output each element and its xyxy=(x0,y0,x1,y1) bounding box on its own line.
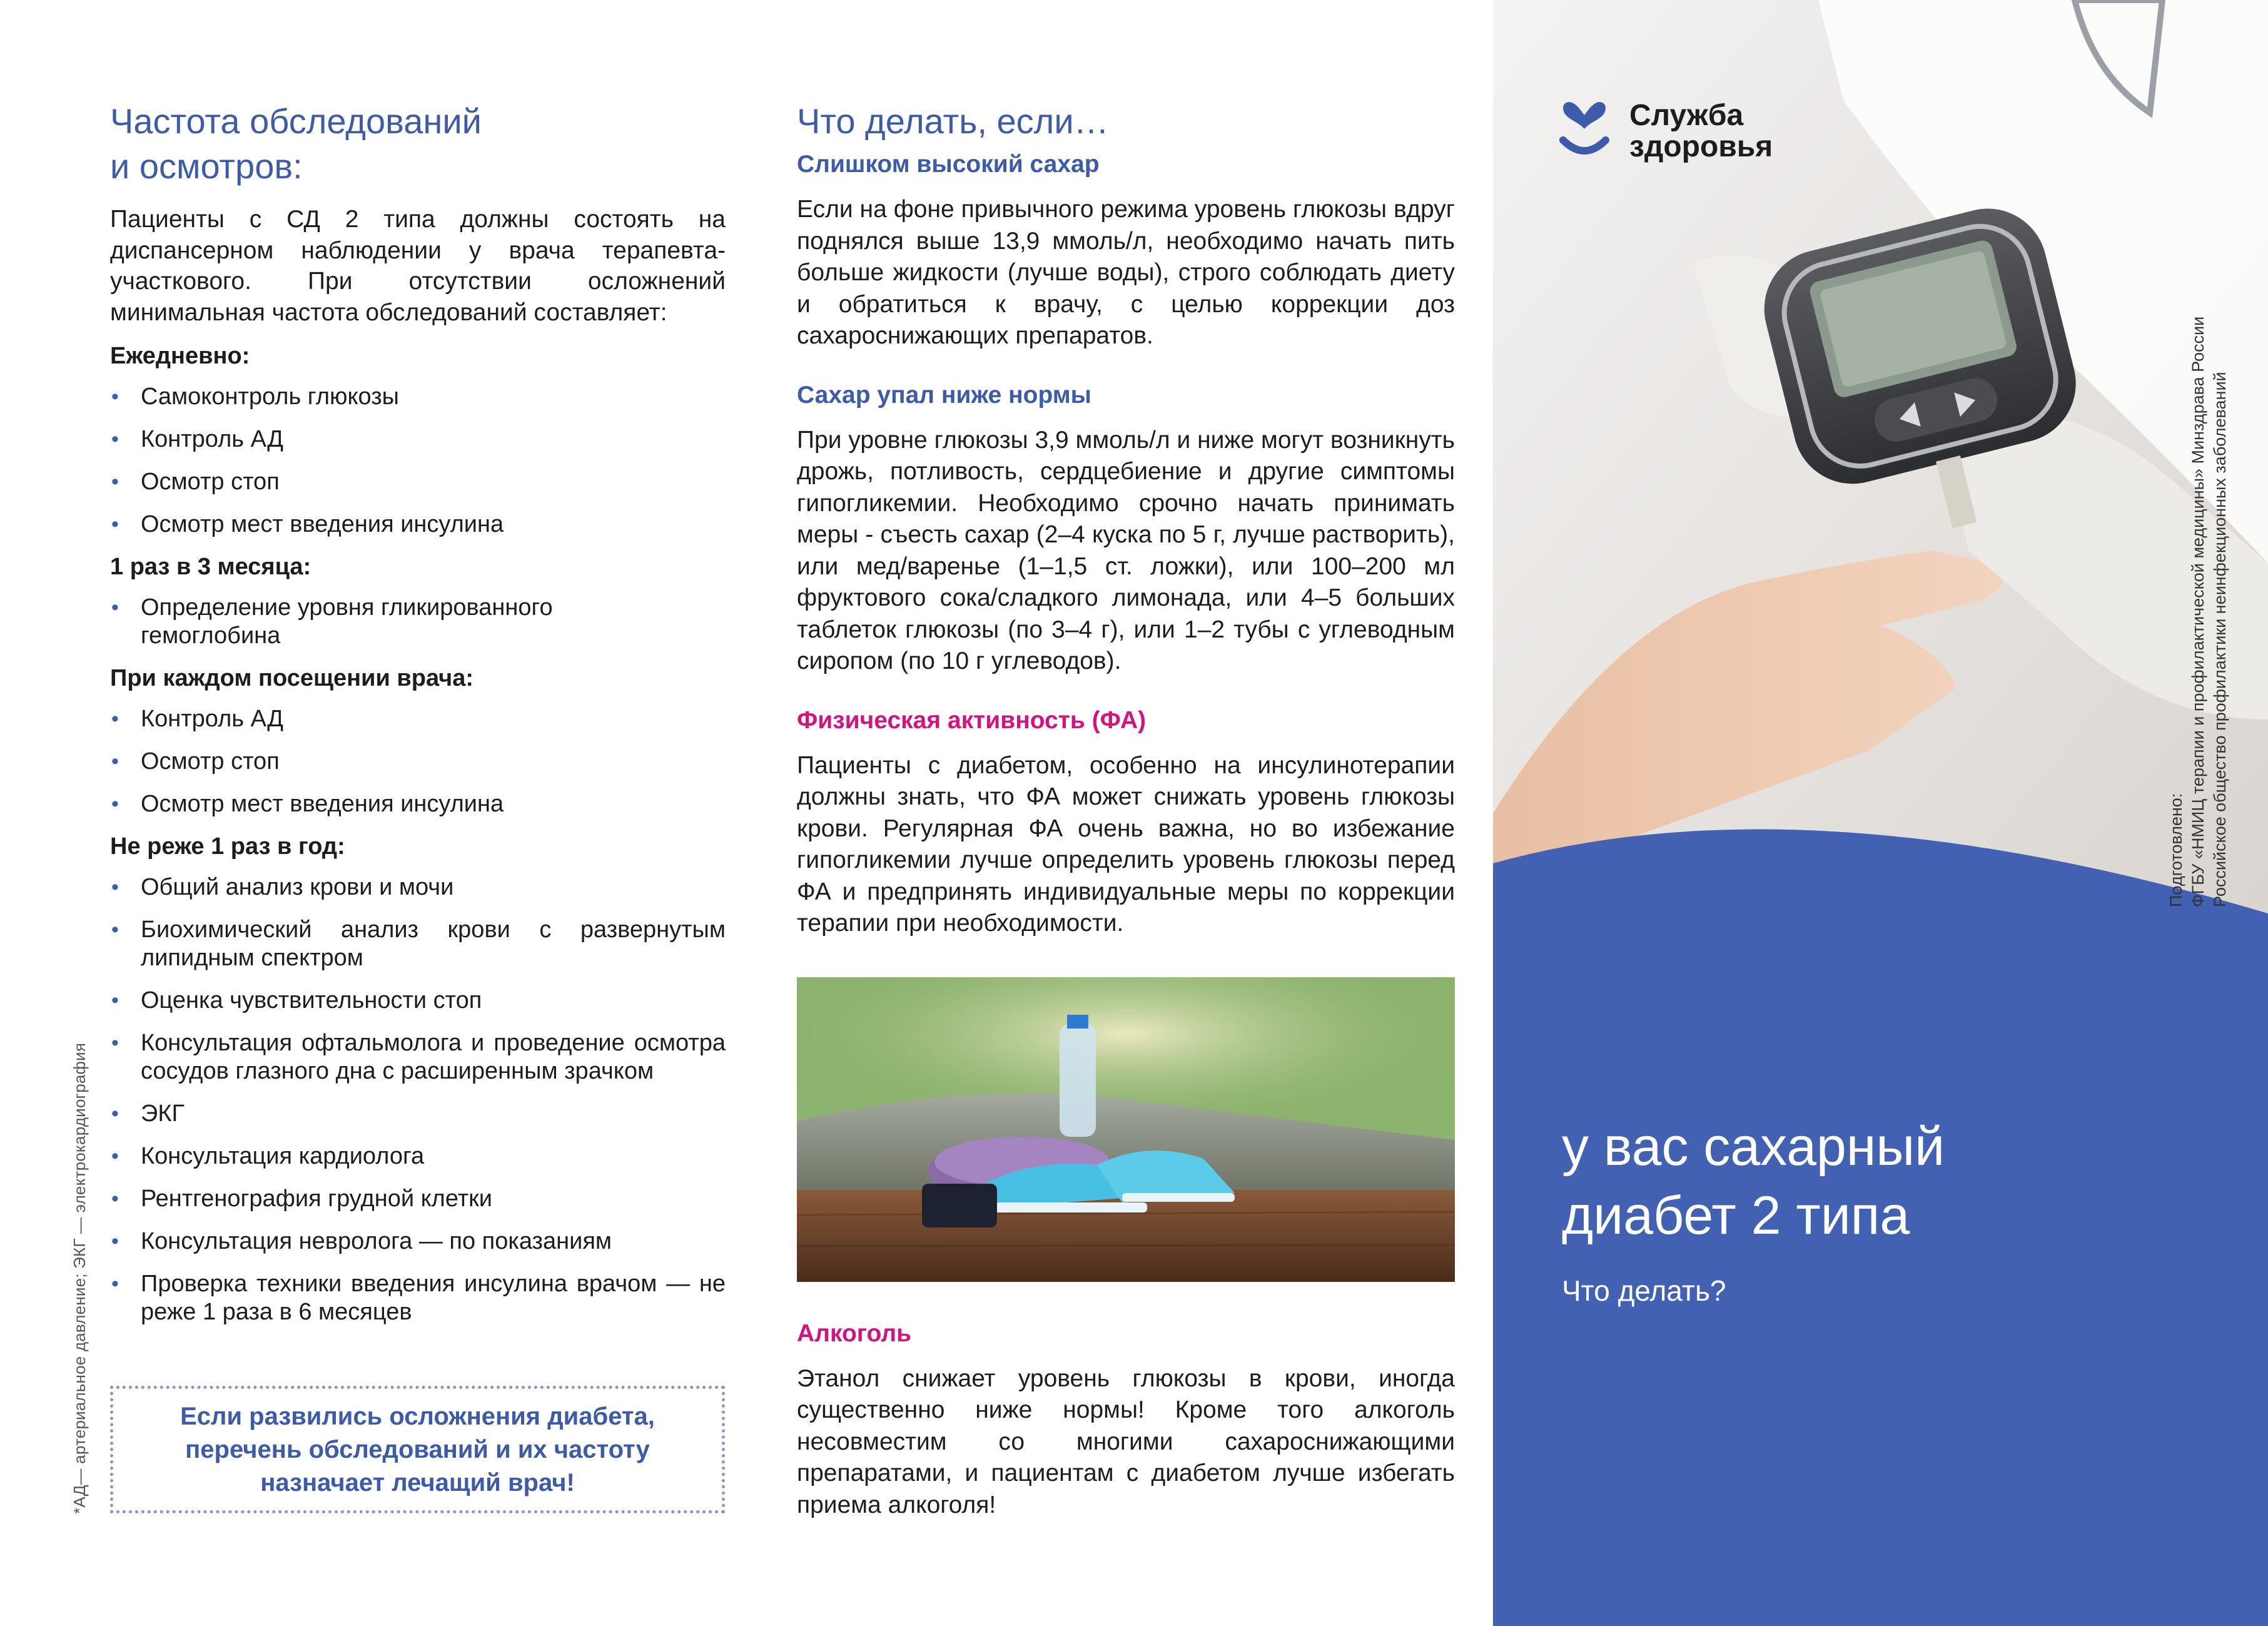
column-exams xyxy=(110,99,726,1326)
group-title-quarterly: 1 раз в 3 месяца: xyxy=(110,554,311,580)
section-text-activity: Пациенты с диабетом, особенно на инсулинотерапии должны знать, что ФА может снижать уровень глюкозы крови. Регулярная ФА очень важна, но во избежание гипогликемии лучше определить уровень глюкозы перед ФА и предпринять индивидуальные меры по коррекции терапии при необходимости. xyxy=(797,751,1455,937)
list-item: • Осмотр стоп xyxy=(110,748,726,776)
list-item: • Оценка чувствительности стоп xyxy=(110,987,726,1015)
list-item: • Осмотр мест введения инсулина xyxy=(110,511,726,539)
section-text-high-sugar: Если на фоне привычного режима уровень глюкозы вдруг поднялся выше 13,9 ммоль/л, необходимо начать пить больше жидкости (лучше воды), строго соблюдать диету и обратиться к врачу, с целью коррекции доз сахароснижающих препаратов. xyxy=(797,196,1455,349)
list-item: • Консультация кардиолога xyxy=(110,1142,726,1171)
list-item: • Контроль АД xyxy=(110,425,726,454)
exams-heading-line2: и осмотров: xyxy=(110,146,303,186)
section-title-alcohol: Алкоголь xyxy=(797,1319,912,1347)
list-item: • Биохимический анализ крови с развернутым липидным спектром xyxy=(110,916,726,972)
group-list-each-visit xyxy=(110,705,726,818)
group-title-yearly: Не реже 1 раз в год: xyxy=(110,833,345,860)
panel-wave xyxy=(1493,813,2268,1001)
list-item: • Определение уровня гликированного гемоглобина xyxy=(110,594,726,650)
cover-title-line2: диабет 2 типа xyxy=(1562,1186,1910,1246)
section-text-alcohol: Этанол снижает уровень глюкозы в крови, иногда существенно ниже нормы! Кроме того алкоголь несовместим со многими сахароснижающими препаратами, и пациентам с диабетом лучше избегать приема алкоголя! xyxy=(797,1364,1455,1518)
list-item: • Консультация офтальмолога и проведение осмотра сосудов глазного дна с расширенным зрачком xyxy=(110,1029,726,1085)
brand-name xyxy=(1629,100,1773,163)
brand-logo xyxy=(1558,100,1773,163)
list-item: • ЭКГ xyxy=(110,1100,726,1128)
complications-note-text: Если развились осложнения диабета, перечень обследований и их частоту назначает лечащий врач! xyxy=(180,1402,655,1496)
section-title-activity: Физическая активность (ФА) xyxy=(797,706,1147,734)
exams-heading-line1: Частота обследований xyxy=(110,101,482,141)
group-list-quarterly xyxy=(110,594,726,650)
list-item: • Общий анализ крови и мочи xyxy=(110,873,726,902)
credit-line2: ФГБУ «НМИЦ терапии и профилактической медицины» Минздрава России xyxy=(2189,316,2207,907)
group-title-each-visit: При каждом посещении врача: xyxy=(110,665,474,691)
section-title-low-sugar: Сахар упал ниже нормы xyxy=(797,381,1091,409)
group-title-daily: Ежедневно: xyxy=(110,343,250,369)
section-title-high-sugar: Слишком высокий сахар xyxy=(797,151,1100,178)
cover-panel xyxy=(1493,0,2268,1626)
credits-vertical xyxy=(2165,317,2231,907)
group-list-yearly xyxy=(110,873,726,1326)
sport-shoes-photo xyxy=(797,977,1455,1282)
heart-smile-logo-icon xyxy=(1558,101,1611,161)
credit-line3: Российское общество профилактики неинфекционных заболеваний xyxy=(2210,372,2229,907)
list-item: • Осмотр стоп xyxy=(110,468,726,496)
cover-title xyxy=(1562,1112,1945,1250)
column-what-to-do xyxy=(797,99,1455,1521)
list-item: • Самоконтроль глюкозы xyxy=(110,383,726,411)
exams-heading xyxy=(110,99,726,189)
what-to-do-heading: Что делать, если… xyxy=(797,101,1109,141)
list-item: • Консультация невролога — по показаниям xyxy=(110,1227,726,1256)
sport-shoes-illustration xyxy=(797,977,1455,1282)
group-list-daily xyxy=(110,383,726,539)
section-text-low-sugar: При уровне глюкозы 3,9 ммоль/л и ниже могут возникнуть дрожь, потливость, сердцебиение и другие симптомы гипогликемии. Необходимо срочно начать принимать меры - съесть сахар (2–4 куска по 5 г, лучше растворить), или мед/варенье (1–1,5 ст. ложки), или 100–200 мл фруктового сока/сладкого лимонада, или 4–5 больших таблеток глюкозы (по 3–4 г), или 1–2 тубы с углеводным сиропом (по 10 г углеводов). xyxy=(797,426,1455,674)
list-item: • Контроль АД xyxy=(110,705,726,733)
exams-intro: Пациенты с СД 2 типа должны состоять на диспансерном наблюдении у врача терапевта-участкового. При отсутствии осложнений минимальная частота обследований составляет: xyxy=(110,206,726,326)
brand-line2: здоровья xyxy=(1629,130,1773,163)
list-item: • Рентгенография грудной клетки xyxy=(110,1185,726,1213)
brand-line1: Служба xyxy=(1629,99,1744,132)
cover-subtitle: Что делать? xyxy=(1562,1274,1726,1307)
cover-title-line1: у вас сахарный xyxy=(1562,1117,1945,1177)
list-item: • Проверка техники введения инсулина врачом — не реже 1 раза в 6 месяцев xyxy=(110,1270,726,1326)
complications-note-box xyxy=(110,1386,725,1513)
abbreviations-footnote: *АД— артериальное давление; ЭКГ — электрокардиография xyxy=(70,1042,89,1514)
list-item: • Осмотр мест введения инсулина xyxy=(110,790,726,818)
credit-line1: Подготовлено: xyxy=(2167,793,2185,907)
